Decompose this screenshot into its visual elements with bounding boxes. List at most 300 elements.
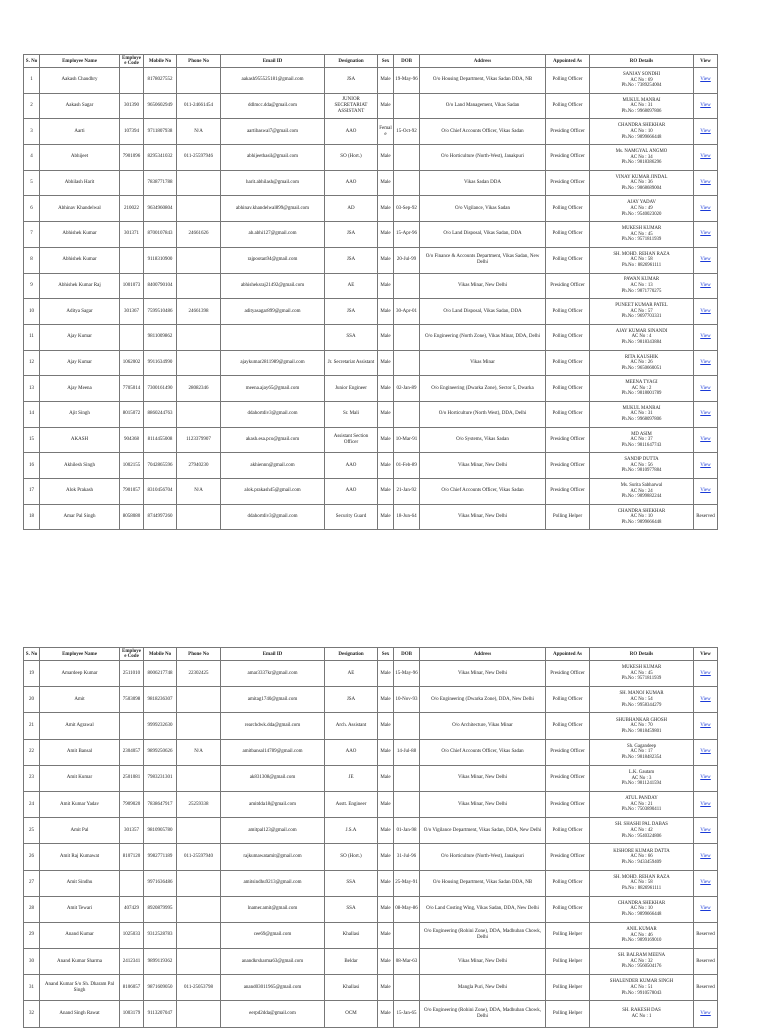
cell-address: O/o Engineering (North Zone), Vikas Minar, DDA, Delhi	[420, 324, 546, 350]
view-link[interactable]: View	[700, 853, 711, 859]
cell-designation: JUNIOR SECRETARIAT ASSISTANT	[325, 93, 378, 119]
ro-ac-no: AC No : 10	[630, 514, 653, 520]
cell-address: O/o Horticulture (North-West), Janakpuri	[420, 844, 546, 870]
view-link[interactable]: View	[700, 801, 711, 807]
ro-phone: Ph.No : 9433459409	[621, 859, 662, 865]
cell-view	[694, 896, 718, 922]
cell-view	[694, 376, 718, 402]
cell-ro-details	[590, 713, 694, 739]
cell-address: O/o Engineering (Dwarka Zone), DDA, New Delhi	[420, 687, 546, 713]
ro-ac-no: AC No : 37	[630, 437, 653, 443]
cell-mobile: 8400790104	[144, 273, 177, 299]
ro-name: MD ASIM	[631, 431, 652, 437]
cell-designation: JSA	[325, 299, 378, 325]
ro-name: Ms. NAMGYAL ANGMO	[615, 149, 668, 155]
cell-email: ab.abhi127@gmail.com	[221, 222, 325, 248]
cell-employee-name: Abhinav Khandelwal	[40, 196, 120, 222]
cell-sex: Male	[378, 661, 394, 687]
ro-phone: Ph.No : 9811647743	[621, 442, 662, 448]
cell-phone: 27940230	[177, 453, 221, 479]
cell-view	[694, 844, 718, 870]
header-employee-name: Employee Name	[40, 55, 120, 68]
cell-sex: Male	[378, 350, 394, 376]
ro-phone: Ph.No : 9899666448	[621, 912, 662, 918]
cell-designation: JSA	[325, 687, 378, 713]
header-address: Address	[420, 55, 546, 68]
view-link[interactable]: View	[700, 488, 711, 494]
cell-ro-details	[590, 324, 694, 350]
cell-phone: 011-25597946	[177, 145, 221, 171]
cell-dob	[394, 713, 420, 739]
cell-mobile: 7838647917	[144, 791, 177, 817]
cell-email: alok.prakash45@gmail.com	[221, 479, 325, 505]
cell-view	[694, 222, 718, 248]
header-designation: Designation	[325, 648, 378, 661]
cell-employee-code: 407429	[120, 896, 144, 922]
cell-employee-code: 2304057	[120, 739, 144, 765]
cell-ro-details	[590, 401, 694, 427]
cell-dob: 02-Jan-89	[394, 376, 420, 402]
view-link[interactable]: View	[700, 154, 711, 160]
cell-mobile: 9871609050	[144, 975, 177, 1001]
cell-phone	[177, 922, 221, 948]
cell-employee-code: 7503098	[120, 687, 144, 713]
cell-sex: Male	[378, 896, 394, 922]
cell-view	[694, 453, 718, 479]
cell-phone	[177, 170, 221, 196]
cell-mobile: 8006217748	[144, 661, 177, 687]
cell-phone	[177, 1001, 221, 1027]
cell-designation: AAO	[325, 170, 378, 196]
ro-name: SH. MOHD. REHAN RAZA	[613, 874, 670, 880]
table-row	[24, 401, 718, 427]
view-link[interactable]: View	[700, 205, 711, 211]
cell-designation: JSA	[325, 222, 378, 248]
cell-sno: 30	[24, 949, 40, 975]
ro-ac-no: AC No : 24	[630, 488, 653, 494]
table-row	[24, 949, 718, 975]
cell-mobile: 9312528783	[144, 922, 177, 948]
view-link[interactable]: View	[700, 775, 711, 781]
cell-email: amar3337kr@gmail.com	[221, 661, 325, 687]
view-link[interactable]: View	[700, 231, 711, 237]
ro-phone: Ph.No : 9571811939	[621, 237, 662, 243]
cell-email: ak831308@gmail.com	[221, 765, 325, 791]
cell-employee-name: Ajay Meena	[40, 376, 120, 402]
ro-phone: Ph.No : 9818343884	[621, 340, 662, 346]
header-mobile-no: Mobile No	[144, 55, 177, 68]
cell-employee-code: 8058080	[120, 504, 144, 530]
cell-phone	[177, 273, 221, 299]
cell-sno: 11	[24, 324, 40, 350]
header-sex: Sex	[378, 648, 394, 661]
view-link[interactable]: View	[700, 385, 711, 391]
cell-phone	[177, 350, 221, 376]
cell-address: O/o Housing Department, Vikas Sadan DDA, NB	[420, 68, 546, 94]
ro-name: SANDIP DUTTA	[624, 457, 659, 463]
cell-address: O/o Engineering (Dwarka Zone), Sector 5, Dwarka	[420, 376, 546, 402]
table-row	[24, 844, 718, 870]
view-link[interactable]: View	[700, 411, 711, 417]
header-address: Address	[420, 648, 546, 661]
cell-employee-code: 210022	[120, 196, 144, 222]
cell-sex: Male	[378, 870, 394, 896]
cell-mobile: 9971636486	[144, 870, 177, 896]
ro-name: MUKUL MANRAI	[622, 405, 661, 411]
cell-employee-name: Abhilash Harit	[40, 170, 120, 196]
ro-ac-no: AC No : 1	[631, 1014, 652, 1020]
cell-address: O/o Horticulture (North West), DDA, Delhi	[420, 401, 546, 427]
cell-sno: 2	[24, 93, 40, 119]
view-link[interactable]: View	[700, 334, 711, 340]
cell-mobile: 8700107843	[144, 222, 177, 248]
cell-appointed-as: Polling Officer	[546, 324, 590, 350]
cell-sno: 10	[24, 299, 40, 325]
ro-ac-no: AC No : 70	[630, 723, 653, 729]
cell-designation: Jr. Secretariat Assistant	[325, 350, 378, 376]
cell-email: ddahortdiv3@gmail.com	[221, 401, 325, 427]
cell-employee-name: Abhishek Kumar	[40, 247, 120, 273]
cell-address: O/o Housing Department, Vikas Sadan DDA, NB	[420, 870, 546, 896]
cell-dob: 03-Sep-92	[394, 196, 420, 222]
ro-name: RITA KAUSHIK	[624, 354, 659, 360]
view-link[interactable]: View	[700, 436, 711, 442]
cell-employee-name: Amit Tewari	[40, 896, 120, 922]
cell-appointed-as: Polling Officer	[546, 896, 590, 922]
ro-ac-no: AC No : 31	[630, 103, 653, 109]
ro-name: ANIL KUMAR	[626, 927, 657, 933]
cell-employee-name: Ajay Kumar	[40, 350, 120, 376]
cell-mobile: 9650602949	[144, 93, 177, 119]
header-view: View	[694, 648, 718, 661]
cell-appointed-as: Presiding Officer	[546, 273, 590, 299]
ro-ac-no: AC No : 31	[630, 411, 653, 417]
ro-ac-no: AC No : 45	[630, 670, 653, 676]
cell-employee-code	[120, 170, 144, 196]
view-link[interactable]: View	[700, 749, 711, 755]
cell-employee-code: 2501081	[120, 765, 144, 791]
cell-dob: 30-Apr-01	[394, 299, 420, 325]
cell-address: Mangla Puri, New Delhi	[420, 975, 546, 1001]
cell-sex: Male	[378, 453, 394, 479]
cell-mobile: 9899250626	[144, 739, 177, 765]
cell-email: ddahortdiv3@gmail.com	[221, 504, 325, 530]
ro-phone: Ph.No : 9818001789	[621, 391, 662, 397]
cell-ro-details	[590, 661, 694, 687]
view-link[interactable]: View	[700, 1011, 711, 1017]
table-row	[24, 739, 718, 765]
cell-employee-name: Abhishek Kumar	[40, 222, 120, 248]
ro-phone: Ph.No : 9868689004	[621, 185, 662, 191]
cell-view	[694, 119, 718, 145]
cell-address: O/o Finance & Accounts Department, Vikas Sadan, New Delhi	[420, 247, 546, 273]
cell-mobile: 8310456704	[144, 479, 177, 505]
cell-ro-details	[590, 922, 694, 948]
cell-email: akash.esa.pco@gmail.com	[221, 427, 325, 453]
cell-sex: Male	[378, 196, 394, 222]
view-link[interactable]: View	[700, 128, 711, 134]
view-link[interactable]: View	[700, 696, 711, 702]
cell-sex: Male	[378, 975, 394, 1001]
cell-employee-name: Amit Kumar	[40, 765, 120, 791]
header-phone-no: Phone No	[177, 648, 221, 661]
cell-ro-details	[590, 222, 694, 248]
ro-ac-no: AC No : 42	[630, 827, 653, 833]
cell-employee-code: 1003179	[120, 1001, 144, 1027]
cell-sno: 3	[24, 119, 40, 145]
cell-designation: AAO	[325, 479, 378, 505]
cell-designation: J.S.A	[325, 818, 378, 844]
cell-ro-details	[590, 93, 694, 119]
cell-employee-code: 1025033	[120, 922, 144, 948]
ro-name: Sh. Gagandeep	[626, 743, 657, 749]
cell-ro-details	[590, 949, 694, 975]
cell-appointed-as: Polling Officer	[546, 818, 590, 844]
cell-email: anand03011965@gmail.com	[221, 975, 325, 1001]
table-row	[24, 196, 718, 222]
ro-name: MEENA TYAGI	[625, 380, 658, 386]
cell-phone: 011-25597940	[177, 844, 221, 870]
cell-phone: N/A	[177, 479, 221, 505]
ro-name: CHANDRA SHEKHAR	[617, 900, 666, 906]
cell-view	[694, 713, 718, 739]
ro-phone: Ph.No : 9910578043	[621, 990, 662, 996]
cell-sno: 5	[24, 170, 40, 196]
cell-sex: Male	[378, 765, 394, 791]
view-link[interactable]: View	[700, 77, 711, 83]
cell-designation: Beldar	[325, 949, 378, 975]
table-row	[24, 247, 718, 273]
cell-designation: Arch. Assistant	[325, 713, 378, 739]
cell-sno: 9	[24, 273, 40, 299]
cell-dob: 31-Jul-96	[394, 844, 420, 870]
cell-appointed-as: Presiding Officer	[546, 765, 590, 791]
cell-dob: 14-Jul-88	[394, 739, 420, 765]
cell-address: O/o Land Costing Wing, Vikas Sadan, DDA, New Delhi	[420, 896, 546, 922]
cell-mobile: 7300161490	[144, 376, 177, 402]
cell-employee-name: Anand Singh Rawat	[40, 1001, 120, 1027]
cell-phone: 22302425	[177, 661, 221, 687]
cell-address: Vikas Minar, New Delhi	[420, 661, 546, 687]
cell-sex: Male	[378, 713, 394, 739]
cell-sno: 17	[24, 479, 40, 505]
employee-table-1	[23, 54, 718, 530]
cell-employee-code: 301357	[120, 818, 144, 844]
view-link[interactable]: View	[700, 670, 711, 676]
ro-ac-no: AC No : 21	[630, 801, 653, 807]
cell-designation: SSA	[325, 896, 378, 922]
cell-sex: Female	[378, 119, 394, 145]
cell-email: rearchdwk.dda@gmail.com	[221, 713, 325, 739]
cell-appointed-as: Polling Officer	[546, 68, 590, 94]
cell-email: adityasagar899@gmail.com	[221, 299, 325, 325]
table-header-row	[24, 648, 718, 661]
ro-name: VINAY KUMAR JINDAL	[615, 174, 668, 180]
table-row	[24, 93, 718, 119]
cell-email: anandkrsharma63@gmail.com	[221, 949, 325, 975]
header-appointed-as: Appointed As	[546, 648, 590, 661]
cell-employee-name: Amit Pal	[40, 818, 120, 844]
cell-designation: Khallasi	[325, 922, 378, 948]
table-row	[24, 68, 718, 94]
view-link[interactable]: View	[700, 180, 711, 186]
cell-dob: 25-May-91	[394, 870, 420, 896]
view-link[interactable]: View	[700, 722, 711, 728]
cell-appointed-as: Presiding Officer	[546, 427, 590, 453]
cell-phone: N/A	[177, 739, 221, 765]
cell-ro-details	[590, 870, 694, 896]
ro-name: KISHORE KUMAR DATTA	[613, 848, 670, 854]
cell-mobile: 8920879995	[144, 896, 177, 922]
cell-designation: Security Guard	[325, 504, 378, 530]
cell-mobile: 8178027552	[144, 68, 177, 94]
cell-appointed-as: Polling Helper	[546, 922, 590, 948]
ro-name: AJAY YADAV	[627, 200, 656, 206]
cell-email: abhisheksraj21492@gmail.com	[221, 273, 325, 299]
cell-dob: 15-Jan-65	[394, 1001, 420, 1027]
view-link[interactable]: View	[700, 359, 711, 365]
cell-email: ajaykumar2811989@gmail.com	[221, 350, 325, 376]
ro-ac-no: AC No : 46	[630, 932, 653, 938]
cell-sex: Male	[378, 791, 394, 817]
cell-email: abhijeethasil@gmail.com	[221, 145, 325, 171]
view-link[interactable]: View	[700, 462, 711, 468]
cell-phone	[177, 687, 221, 713]
cell-sex: Male	[378, 504, 394, 530]
cell-sno: 28	[24, 896, 40, 922]
cell-designation: SSA	[325, 324, 378, 350]
view-link[interactable]: View	[700, 103, 711, 109]
header-employee-code: Employee Code	[120, 55, 144, 68]
table-body	[24, 661, 718, 1028]
cell-employee-code: 7901096	[120, 145, 144, 171]
ro-phone: Ph.No : 8826961111	[621, 885, 662, 891]
cell-appointed-as: Polling Helper	[546, 1001, 590, 1027]
cell-mobile: 9999232630	[144, 713, 177, 739]
ro-phone: Ph.No : 9810977884	[621, 468, 662, 474]
cell-view	[694, 273, 718, 299]
cell-view	[694, 427, 718, 453]
view-link[interactable]: View	[700, 257, 711, 263]
cell-dob	[394, 324, 420, 350]
cell-phone: 25259338	[177, 791, 221, 817]
reserved-label: Reserved	[694, 949, 718, 975]
ro-name: SH. MOHD. REHAN RAZA	[613, 251, 670, 257]
cell-employee-code	[120, 247, 144, 273]
ro-phone: Ph.No : 9818482354	[621, 754, 662, 760]
table-row	[24, 870, 718, 896]
view-link[interactable]: View	[700, 880, 711, 886]
cell-ro-details	[590, 350, 694, 376]
cell-employee-code: 7705014	[120, 376, 144, 402]
header-view: View	[694, 55, 718, 68]
cell-dob	[394, 170, 420, 196]
ro-name: ATUL PANDAY	[625, 796, 658, 802]
table-row	[24, 713, 718, 739]
cell-email: rajpootan94@gmail.com	[221, 247, 325, 273]
table-row	[24, 350, 718, 376]
cell-sno: 4	[24, 145, 40, 171]
cell-view	[694, 324, 718, 350]
cell-mobile: 9810905780	[144, 818, 177, 844]
cell-appointed-as: Polling Officer	[546, 376, 590, 402]
ro-ac-no: AC No : 10	[630, 906, 653, 912]
cell-mobile: 9113207047	[144, 1001, 177, 1027]
cell-employee-name: Amit Kumar Yadav	[40, 791, 120, 817]
cell-designation: Assistant Section Officer	[325, 427, 378, 453]
cell-phone	[177, 765, 221, 791]
cell-view	[694, 1001, 718, 1027]
cell-email: amitsindhu9213@gmail.com	[221, 870, 325, 896]
cell-dob	[394, 273, 420, 299]
header-employee-code: Employee Code	[120, 648, 144, 661]
ro-ac-no: AC No : 13	[630, 283, 653, 289]
cell-ro-details	[590, 975, 694, 1001]
view-link[interactable]: View	[700, 282, 711, 288]
view-link[interactable]: View	[700, 906, 711, 912]
cell-employee-name: AKASH	[40, 427, 120, 453]
cell-designation: JSA	[325, 247, 378, 273]
employee-table-2	[23, 647, 718, 1028]
cell-sex: Male	[378, 739, 394, 765]
cell-appointed-as: Presiding Officer	[546, 844, 590, 870]
ro-ac-no: AC No : 10	[630, 128, 653, 134]
cell-address: O/o Engineering (Rohini Zone), DDA, Madhuban Chowk, Delhi	[420, 922, 546, 948]
cell-employee-name: Aarti	[40, 119, 120, 145]
ro-phone: Ph.No : 9968097806	[621, 417, 662, 423]
cell-mobile: 9118310900	[144, 247, 177, 273]
ro-ac-no: AC No : 34	[630, 154, 653, 160]
cell-view	[694, 765, 718, 791]
view-link[interactable]: View	[700, 827, 711, 833]
cell-sex: Male	[378, 170, 394, 196]
reserved-label: Reserved	[694, 975, 718, 1001]
cell-designation: Khallasi	[325, 975, 378, 1001]
cell-designation: AE	[325, 273, 378, 299]
cell-designation: AAO	[325, 453, 378, 479]
cell-employee-code: 7909020	[120, 791, 144, 817]
cell-employee-code: 1001073	[120, 273, 144, 299]
cell-dob	[394, 791, 420, 817]
cell-phone	[177, 401, 221, 427]
view-link[interactable]: View	[700, 308, 711, 314]
cell-address: Vikas Minar, New Delhi	[420, 504, 546, 530]
cell-employee-name: Amit	[40, 687, 120, 713]
cell-email: amitag1740@gmail.com	[221, 687, 325, 713]
cell-phone	[177, 818, 221, 844]
cell-mobile: 9634960804	[144, 196, 177, 222]
cell-employee-name: Anand Kumar	[40, 922, 120, 948]
cell-employee-name: Ajit Singh	[40, 401, 120, 427]
cell-ro-details	[590, 687, 694, 713]
cell-address: O/o Land Disposal, Vikas Sadan, DDA	[420, 299, 546, 325]
cell-dob	[394, 350, 420, 376]
cell-phone: 1123379907	[177, 427, 221, 453]
cell-employee-code: 1002155	[120, 453, 144, 479]
ro-name: SH. SHASHI PAL DABAS	[615, 822, 668, 828]
ro-ac-no: AC No : 3	[631, 775, 652, 781]
cell-sno: 21	[24, 713, 40, 739]
cell-appointed-as: Presiding Officer	[546, 479, 590, 505]
table-row	[24, 818, 718, 844]
cell-appointed-as: Polling Officer	[546, 350, 590, 376]
cell-ro-details	[590, 299, 694, 325]
cell-sex: Male	[378, 427, 394, 453]
cell-employee-code: 904368	[120, 427, 144, 453]
cell-address: O/o Vigilance Department, Vikas Sadan, DDA, New Delhi	[420, 818, 546, 844]
cell-sex: Male	[378, 818, 394, 844]
cell-sno: 14	[24, 401, 40, 427]
